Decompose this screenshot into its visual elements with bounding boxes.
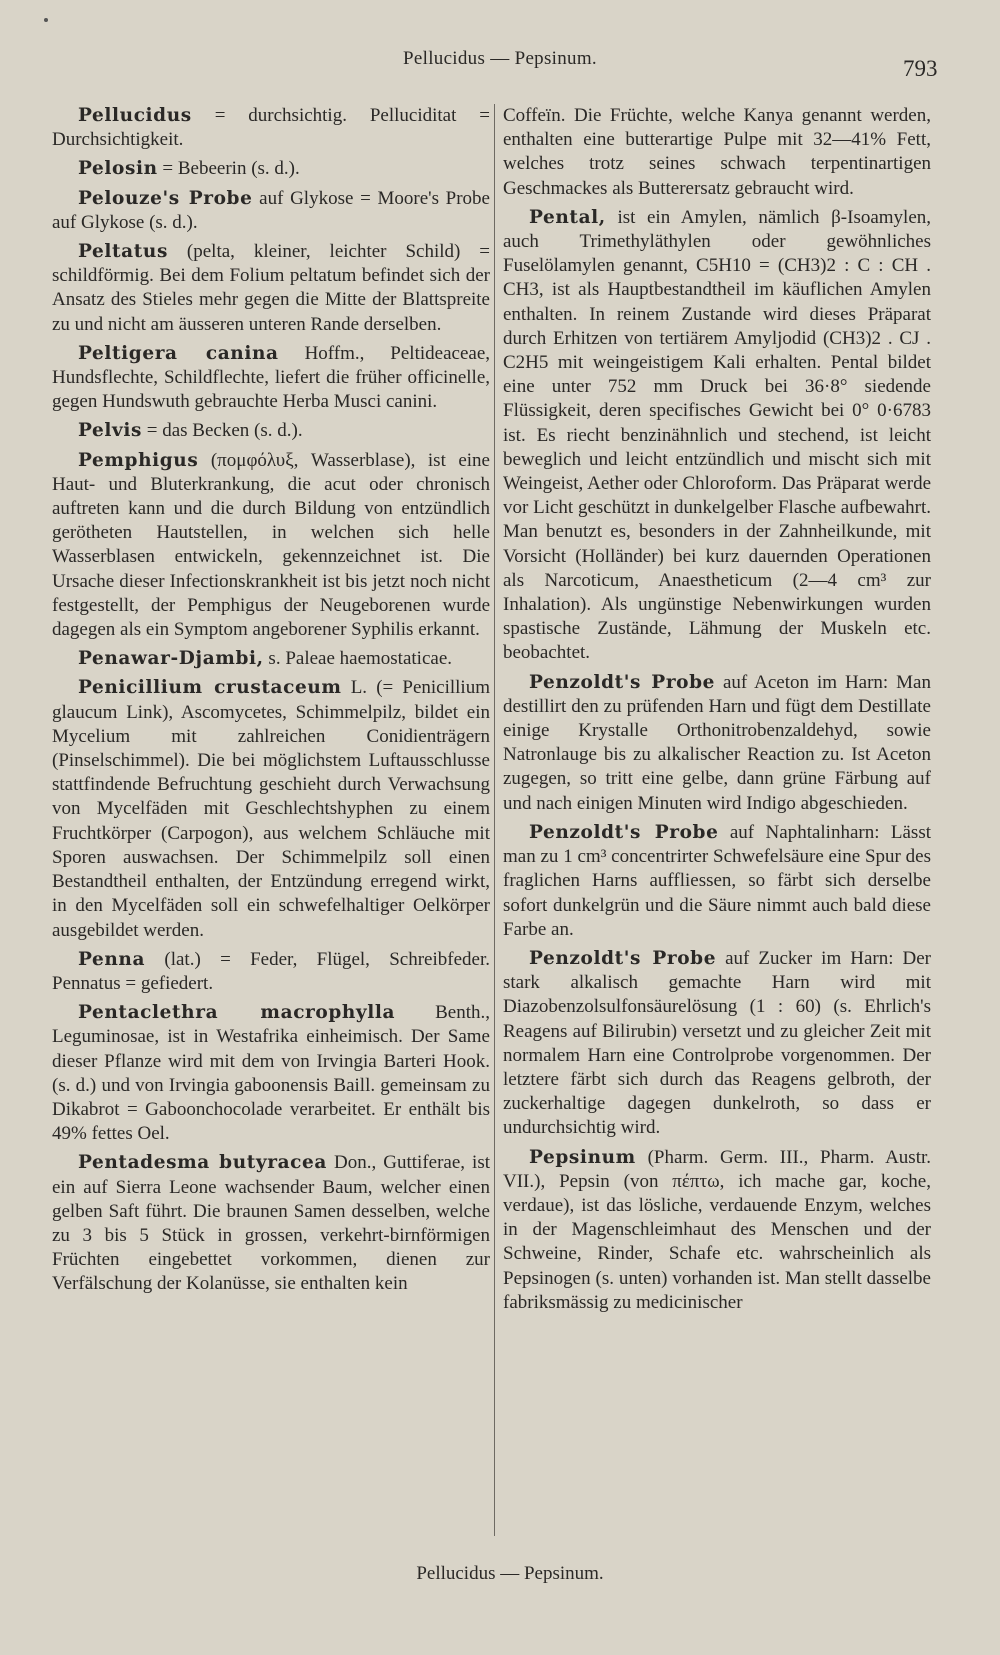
entry-headword: Penicillium crustaceum — [78, 677, 342, 699]
dictionary-entry — [52, 676, 490, 942]
entry-headword: Penzoldt's Probe — [529, 821, 719, 843]
entry-text: auf Naphtalinharn: Lässt man zu 1 cm³ concentrirter Schwefelsäure eine Spur des fraglichen Harns auffliessen, so färbt sich derselbe sofort dunkelgrün und die Säure nimmt auch bald diese Farbe an. — [503, 821, 932, 940]
dictionary-entry — [503, 104, 931, 201]
dictionary-entry — [52, 342, 490, 415]
entry-text: = durchsichtig. Pelluciditat = Durchsichtigkeit. — [52, 105, 490, 151]
entry-headword: Pental, — [529, 206, 606, 228]
dictionary-entry — [52, 240, 490, 337]
print-speck — [44, 18, 48, 22]
entry-text: Coffeïn. Die Früchte, welche Kanya genannt werden, enthalten eine butterartige Pulpe mit 32—41% Fett, welches trotz seines schwach terpentinartigen Geschmackes als Butterersatz gebraucht wird. — [503, 105, 931, 199]
dictionary-entry — [503, 671, 931, 816]
dictionary-entry — [503, 206, 931, 666]
entry-text: Don., Guttiferae, ist ein auf Sierra Leone wachsender Baum, welcher einen gelben Saft führt. Die braunen Samen desselben, welche zu 3 bis 5 Stück in grossen, verkehrt-birnförmigen Früchten eingebettet vorkommen, dienen zur Verfälschung der Kolanüsse, sie enthalten kein — [52, 1152, 491, 1295]
entry-text: auf Zucker im Harn: Der stark alkalisch gemachte Harn wird mit Diazobenzolsulfonsäurelösung (1 : 60) (s. Ehrlich's Reagens auf Bilirubin) versetzt und zu gleicher Zeit mit normalem Harn eine Controlprobe vorgenommen. Der letztere färbt sich durch das Reagens gelbroth, der zuckerhaltige dagegen dunkelroth, so dass er undurchsichtig wird. — [503, 947, 932, 1139]
dictionary-entry — [503, 947, 931, 1141]
running-footer: Pellucidus — Pepsinum. — [416, 1563, 604, 1584]
entry-headword: Pelouze's Probe — [78, 187, 253, 209]
dictionary-entry — [52, 104, 490, 152]
entry-text: L. (= Penicillium glaucum Link), Ascomycetes, Schimmelpilz, bildet ein Mycelium mit zahlreichen Conidienträgern (Pinselschimmel). Die bei möglichstem Luftausschlusse stattfindende Befruchtung geschieht durch Verwachsung von Mycelfäden mit Geschlechtshyphen zu einem Fruchtkörper (Carpogon), aus welchem Schläuche mit Sporen auswachsen. Der Schimmelpilz soll einen Bestandtheil enthalten, der Entzündung erregend wirkt, in den Mycelfäden soll ein schwefelhaltiger Oelkörper ausgebildet werden. — [52, 677, 490, 941]
entry-headword: Peltatus — [78, 241, 168, 263]
right-column — [503, 104, 931, 1320]
entry-headword: Penzoldt's Probe — [529, 947, 717, 969]
entry-text: (pelta, kleiner, leichter Schild) = schildförmig. Bei dem Folium peltatum befindet sich der Ansatz des Stieles mehr gegen die Mitte der Blattspreite zu und nicht am äusseren unteren Rande derselben. — [52, 241, 491, 335]
entry-headword: Pelosin — [78, 158, 158, 180]
dictionary-entry — [52, 1151, 490, 1296]
left-column — [52, 104, 490, 1302]
running-header: Pellucidus — Pepsinum. — [403, 48, 597, 69]
dictionary-entry — [52, 647, 490, 671]
column-divider — [494, 104, 495, 1536]
entry-headword: Pemphigus — [78, 449, 199, 471]
dictionary-entry — [52, 419, 490, 443]
entry-headword: Peltigera canina — [78, 342, 279, 364]
entry-headword: Pelvis — [78, 420, 143, 442]
dictionary-entry — [52, 1001, 490, 1146]
dictionary-entry — [503, 1146, 931, 1315]
dictionary-entry — [52, 449, 490, 643]
entry-text: Benth., Leguminosae, ist in Westafrika einheimisch. Der Same dieser Pflanze wird mit dem von Irvingia Barteri Hook. (s. d.) und von Irvingia gaboonensis Baill. gemeinsam zu Dikabrot = Gaboonchocolade verarbeitet. Er enthält bis 49% fettes Oel. — [52, 1002, 490, 1145]
entry-text: = Bebeerin (s. d.). — [162, 158, 300, 180]
entry-headword: Pentaclethra macrophylla — [78, 1002, 396, 1024]
entry-text: s. Paleae haemostaticae. — [268, 648, 453, 670]
dictionary-entry — [503, 821, 931, 942]
page-number: 793 — [903, 56, 938, 81]
entry-headword: Pentadesma butyracea — [78, 1152, 327, 1174]
entry-headword: Penzoldt's Probe — [529, 671, 716, 693]
entry-text: (Pharm. Germ. III., Pharm. Austr. VII.), Pepsin (von πέπτω, ich mache gar, koche, verdaue), ist das lösliche, verdauende Enzym, welches in der Magenschleimhaut des Menschen und der Schweine, Rinder, Schafe etc. wahrscheinlich als Pepsinogen (s. unten) vorhanden ist. Man stellt dasselbe fabriksmässig zu medicinischer — [503, 1146, 931, 1313]
entry-text: auf Aceton im Harn: Man destillirt den zu prüfenden Harn und fügt dem Destillate einige Krystalle Orthonitrobenzaldehyd, sowie Natronlauge bis zu alkalischer Reaction zu. Ist Aceton zugegen, so tritt eine gelbe, dann grüne Färbung auf und nach einigen Minuten wird Indigo abgeschieden. — [503, 671, 931, 814]
entry-text: auf Glykose = Moore's Probe auf Glykose (s. d.). — [52, 187, 490, 233]
entry-headword: Penna — [78, 948, 146, 970]
entry-headword: Pepsinum — [529, 1146, 636, 1168]
entry-headword: Penawar-Djambi, — [78, 648, 264, 670]
dictionary-entry — [52, 157, 490, 181]
dictionary-entry — [52, 948, 490, 996]
entry-text: (lat.) = Feder, Flügel, Schreibfeder. Pennatus = gefiedert. — [52, 948, 490, 994]
entry-text: (πομφόλυξ, Wasserblase), ist eine Haut- und Bluterkrankung, die acut oder chronisch auftreten kann und die durch Bildung von entzündlich gerötheten Hautstellen, in welchen sich helle Wasserblasen entwickeln, gekennzeichnet ist. Die Ursache dieser Infectionskrankheit ist bis jetzt noch nicht festgestellt, der Pemphigus der Neugeborenen wurde dagegen als ein Symptom angeborener Syphilis erkannt. — [52, 449, 490, 641]
entry-headword: Pellucidus — [78, 105, 192, 126]
entry-text: ist ein Amylen, nämlich β-Isoamylen, auch Trimethyläthylen oder gewöhnliches Fuselölamylen genannt, C5H10 = (CH3)2 : C : CH . CH3, ist als Hauptbestandtheil im käuflichen Amylen enthalten. In reinem Zustande wird dieses Präparat durch Erhitzen von tertiärem Amyljodid (CH3)2 . CJ . C2H5 mit weingeistigem Kali erhalten. Pental bildet eine unter 752 mm Druck bei 36·8° siedende Flüssigkeit, deren specifisches Gewicht bei 0° 0·6783 ist. Es riecht benzinähnlich und stechend, ist leicht beweglich und leicht entzündlich und mischt sich mit Weingeist, Aether oder Chloroform. Das Präparat werde vor Licht geschützt in dunkelgelber Flasche aufbewahrt. Man benutzt es, besonders in der Zahnheilkunde, mit Vorsicht (Holländer) bei kurz dauernden Operationen als Narcoticum, Anaestheticum (2—4 cm³ zur Inhalation). Als ungünstige Nebenwirkungen wurden spastische Zustände, Lähmung der Muskeln etc. beobachtet. — [503, 206, 932, 664]
dictionary-entry — [52, 187, 490, 235]
entry-text: Hoffm., Peltideaceae, Hundsflechte, Schildflechte, liefert die früher officinelle, gegen Hundswuth gebrauchte Herba Musci canini. — [52, 342, 490, 413]
entry-text: = das Becken (s. d.). — [146, 420, 303, 442]
